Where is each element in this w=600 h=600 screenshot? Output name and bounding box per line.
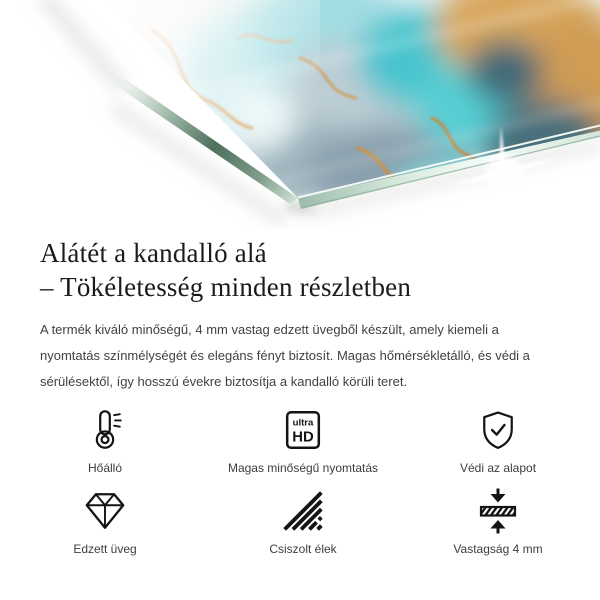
title-line-1: Alátét a kandalló alá — [40, 238, 267, 268]
thickness-icon — [474, 487, 522, 535]
features-grid — [40, 406, 560, 556]
feature-label: Magas minőségű nyomtatás — [227, 461, 379, 475]
shield-check-icon — [476, 406, 520, 454]
page-title — [40, 236, 560, 304]
feature-label: Vastagság 4 mm — [453, 542, 543, 556]
polished-edges-icon — [281, 487, 325, 535]
feature-base-protection — [436, 406, 560, 475]
svg-text:HD: HD — [292, 429, 314, 446]
feature-heat-resistant — [40, 406, 170, 475]
product-image — [0, 0, 600, 228]
feature-tempered-glass — [40, 487, 170, 556]
title-line-2: – Tökéletesség minden részletben — [40, 272, 412, 302]
thermometer-icon — [82, 406, 128, 454]
feature-thickness — [436, 487, 560, 556]
feature-polished-edges — [170, 487, 436, 556]
feature-label: Csiszolt élek — [269, 542, 337, 556]
feature-label: Edzett üveg — [73, 542, 137, 556]
product-details-section — [0, 236, 600, 556]
feature-label: Hőálló — [87, 461, 123, 475]
product-description: A termék kiváló minőségű, 4 mm vastag edzett üvegből készült, amely kiemeli a nyomtatás színmélységét és elegáns fényt biztosít. Magas hőmérsékletálló, és védi a sérülésektől, így hosszú évekre biztosítja a kandalló körüli teret. — [40, 322, 530, 389]
ultra-hd-icon — [280, 406, 326, 454]
feature-label: Védi az alapot — [459, 461, 537, 475]
feature-print-quality — [170, 406, 436, 475]
glass-panel-photo — [0, 0, 600, 228]
glass-face-art — [0, 0, 600, 228]
svg-text:ultra: ultra — [292, 417, 314, 429]
diamond-icon — [82, 487, 128, 535]
